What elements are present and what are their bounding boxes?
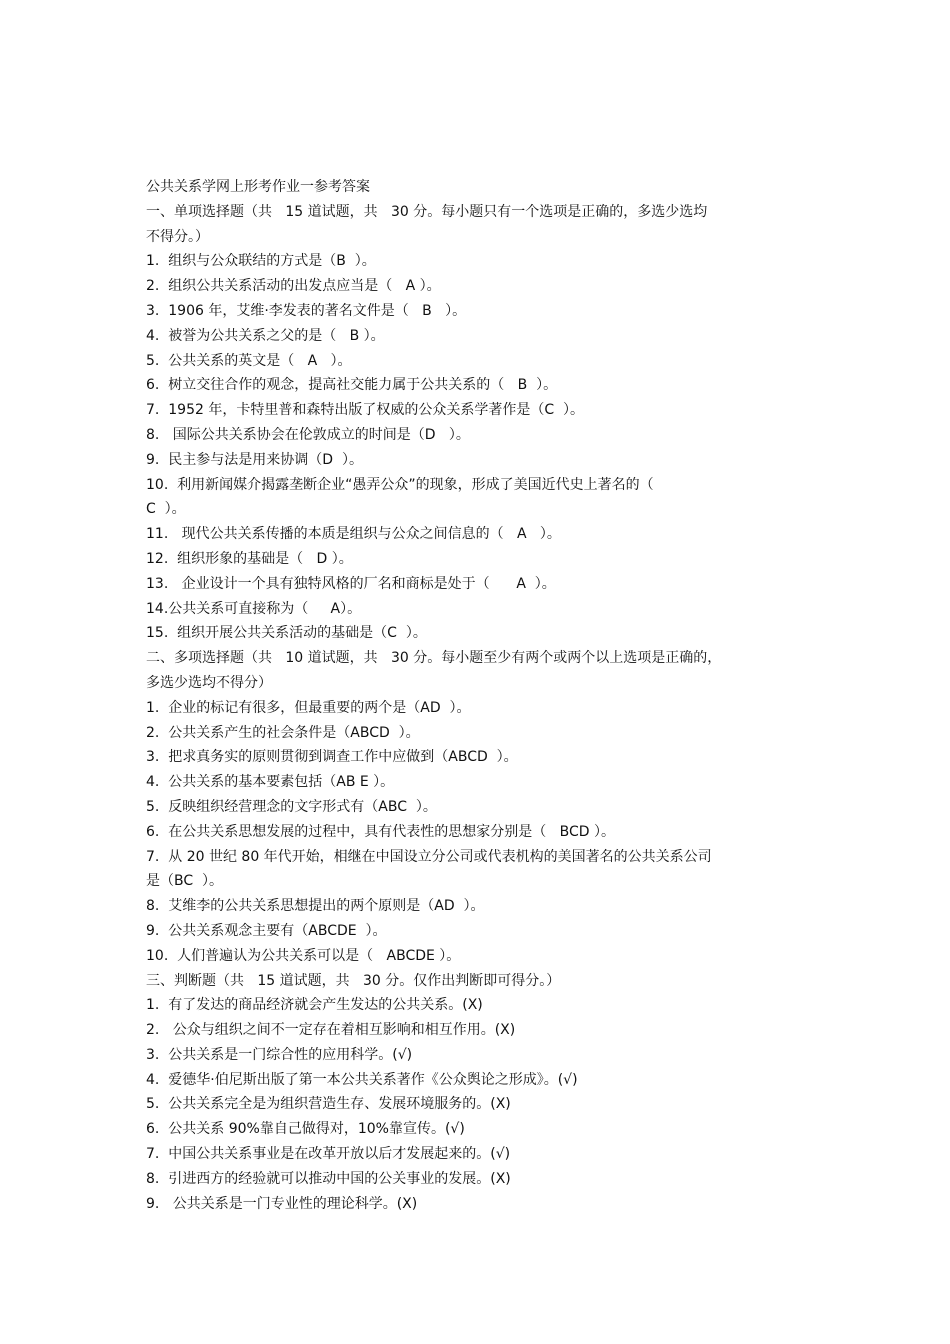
section-heading-continued: 多选少选均不得分） <box>146 674 272 691</box>
question-line: 1. 有了发达的商品经济就会产生发达的公共关系。(X) <box>146 997 483 1014</box>
question-line: 11. 现代公共关系传播的本质是组织与公众之间信息的（ A ）。 <box>146 526 561 543</box>
question-line: 6. 在公共关系思想发展的过程中，具有代表性的思想家分别是（ BCD ）。 <box>146 823 615 840</box>
question-line: 1. 企业的标记有很多，但最重要的两个是（AD ）。 <box>146 699 471 716</box>
question-line: 13. 企业设计一个具有独特风格的厂名和商标是处于（ A ）。 <box>146 575 556 592</box>
question-line: 7. 1952 年，卡特里普和森特出版了权威的公众关系学著作是（C ）。 <box>146 402 585 419</box>
section-heading-true-false: 三、判断题（共 15 道试题，共 30 分。仅作出判断即可得分。） <box>146 972 561 989</box>
document-title: 公共关系学网上形考作业一参考答案 <box>146 179 370 195</box>
question-line: 4. 被誉为公共关系之父的是（ B ）。 <box>146 327 385 344</box>
document-body <box>146 175 826 1216</box>
question-line-continued: C ）。 <box>146 501 186 518</box>
question-line: 6. 公共关系 90%靠自己做得对，10%靠宣传。(√) <box>146 1121 465 1138</box>
question-line: 7. 中国公共关系事业是在改革开放以后才发展起来的。(√) <box>146 1146 511 1163</box>
question-line: 3. 公共关系是一门综合性的应用科学。(√) <box>146 1046 413 1063</box>
section-heading-single-choice: 一、单项选择题（共 15 道试题，共 30 分。每小题只有一个选项是正确的，多选少选均 <box>146 203 708 220</box>
question-line: 9. 公共关系观念主要有（ABCDE ）。 <box>146 922 387 939</box>
question-line: 10. 利用新闻媒介揭露垄断企业“愚弄公众”的现象，形成了美国近代史上著名的（ <box>146 476 654 493</box>
question-line: 3. 1906 年，艾维·李发表的著名文件是（ B ）。 <box>146 302 467 319</box>
question-line: 7. 从 20 世纪 80 年代开始，相继在中国设立分公司或代表机构的美国著名的公共关系公司 <box>146 848 712 865</box>
question-line: 9. 公共关系是一门专业性的理论科学。(X) <box>146 1195 418 1212</box>
question-line: 10. 人们普遍认为公共关系可以是（ ABCDE ）。 <box>146 947 461 964</box>
question-line: 12. 组织形象的基础是（ D ）。 <box>146 550 353 567</box>
question-line: 9. 民主参与法是用来协调（D ）。 <box>146 451 363 468</box>
question-line: 1. 组织与公众联结的方式是（B ）。 <box>146 253 376 270</box>
section-heading-multiple-choice: 二、多项选择题（共 10 道试题，共 30 分。每小题至少有两个或两个以上选项是正确的， <box>146 650 722 667</box>
question-line: 8. 艾维李的公共关系思想提出的两个原则是（AD ）。 <box>146 898 485 915</box>
question-line: 4. 公共关系的基本要素包括（AB E ）。 <box>146 774 395 791</box>
question-line: 2. 公共关系产生的社会条件是（ABCD ）。 <box>146 724 420 741</box>
question-line: 2. 组织公共关系活动的出发点应当是（ A ）。 <box>146 278 441 295</box>
question-line: 3. 把求真务实的原则贯彻到调查工作中应做到（ABCD ）。 <box>146 749 518 766</box>
question-line: 8. 国际公共关系协会在伦敦成立的时间是（D ）。 <box>146 426 470 443</box>
question-line: 5. 公共关系完全是为组织营造生存、发展环境服务的。(X) <box>146 1096 511 1113</box>
question-line: 4. 爱德华·伯尼斯出版了第一本公共关系著作《公众舆论之形成》。(√) <box>146 1071 578 1088</box>
question-line: 8. 引进西方的经验就可以推动中国的公关事业的发展。(X) <box>146 1170 511 1187</box>
question-line: 5. 公共关系的英文是（ A ）。 <box>146 352 352 369</box>
question-line: 5. 反映组织经营理念的文字形式有（ABC ）。 <box>146 798 437 815</box>
section-heading-continued: 不得分。） <box>146 228 209 245</box>
question-line: 15. 组织开展公共关系活动的基础是（C ）。 <box>146 625 427 642</box>
question-line: 6. 树立交往合作的观念，提高社交能力属于公共关系的（ B ）。 <box>146 377 558 394</box>
question-line: 2. 公众与组织之间不一定存在着相互影响和相互作用。(X) <box>146 1022 516 1039</box>
question-line-continued: 是（BC ）。 <box>146 873 224 890</box>
question-line: 14.公共关系可直接称为（ A）。 <box>146 600 362 617</box>
